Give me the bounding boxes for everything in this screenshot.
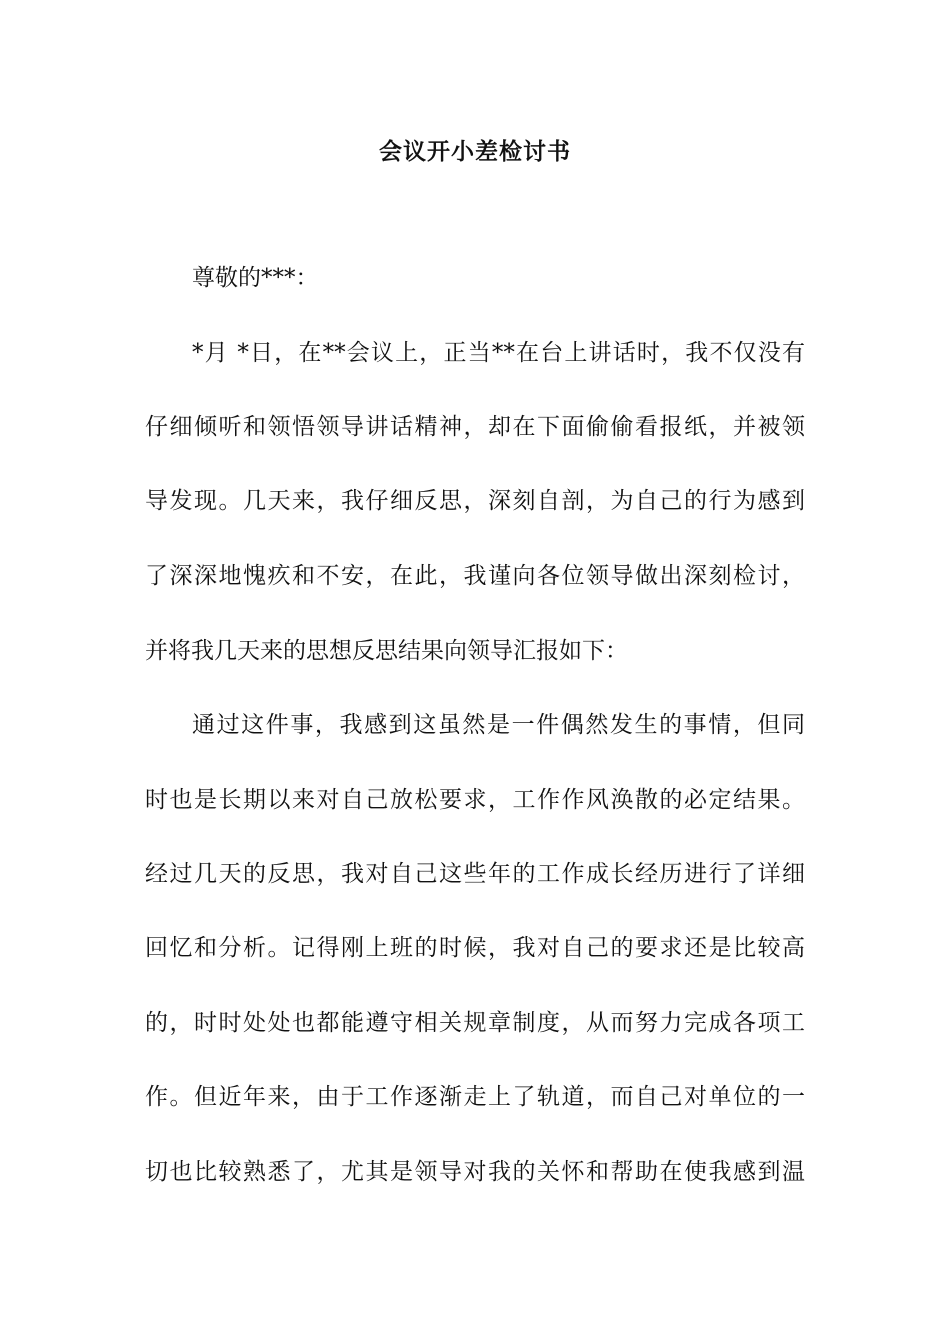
paragraph-line: 时也是长期以来对自己放松要求，工作作风涣散的必定结果。 bbox=[145, 787, 805, 813]
paragraph-line: 切也比较熟悉了，尤其是领导对我的关怀和帮助在使我感到温 bbox=[145, 1159, 805, 1185]
paragraph-line: 回忆和分析。记得刚上班的时候，我对自己的要求还是比较高 bbox=[145, 935, 805, 961]
paragraph-line: *月 *日，在**会议上，正当**在台上讲话时，我不仅没有 bbox=[192, 340, 805, 366]
paragraph-line: 了深深地愧疚和不安，在此，我谨向各位领导做出深刻检讨， bbox=[145, 563, 805, 589]
paragraph-line: 通过这件事，我感到这虽然是一件偶然发生的事情，但同 bbox=[192, 712, 805, 738]
paragraph-line: 经过几天的反思，我对自己这些年的工作成长经历进行了详细 bbox=[145, 861, 805, 887]
paragraph-line: 导发现。几天来，我仔细反思，深刻自剖，为自己的行为感到 bbox=[145, 488, 805, 514]
paragraph-line: 作。但近年来，由于工作逐渐走上了轨道，而自己对单位的一 bbox=[145, 1084, 805, 1110]
paragraph-line: 并将我几天来的思想反思结果向领导汇报如下： bbox=[145, 638, 628, 664]
paragraph-line: 的，时时处处也都能遵守相关规章制度，从而努力完成各项工 bbox=[145, 1010, 805, 1036]
salutation: 尊敬的***： bbox=[192, 265, 319, 291]
paragraph-line: 仔细倾听和领悟领导讲话精神，却在下面偷偷看报纸，并被领 bbox=[145, 414, 805, 440]
document-title: 会议开小差检讨书 bbox=[379, 138, 571, 165]
